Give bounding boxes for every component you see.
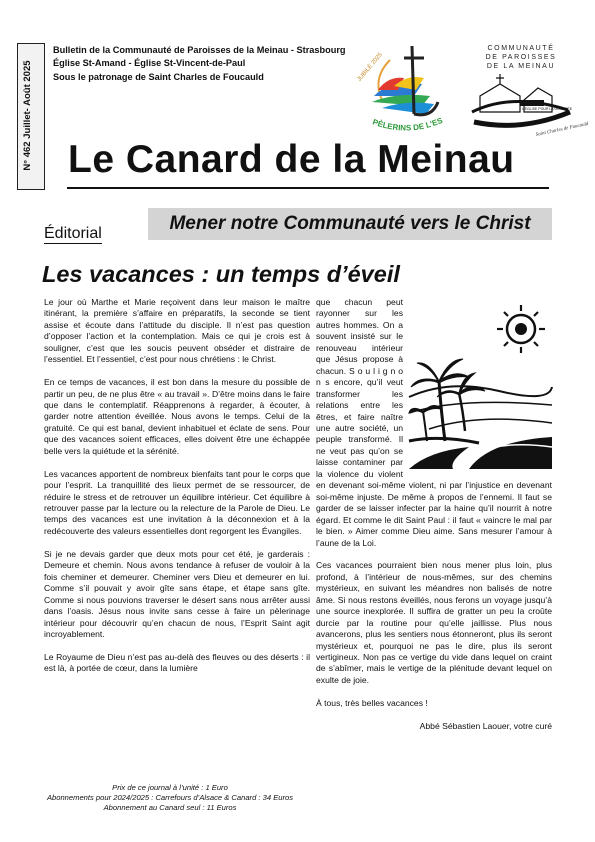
signature: Abbé Sébastien Laouer, votre curé [419,720,552,731]
bulletin-line: Bulletin de la Communauté de Paroisses de la Meinau - Strasbourg [53,45,346,55]
paragraph: Ces vacances pourraient bien nous mener plus loin, plus profond, à l’intérieur de nous-mêmes, sur des chemins mystérieux, en suivant les méandres non balisés de notre âme. Si nous restons éveillés, nous ferons un voyage jusqu’à une source inexplorée. Il suffira de gratter un peu la croûte durcie par la routine pour qu’elle jaillisse. Plus nous avancerons, plus les sentiers nous étonneront, plus ils seront mystérieux et, pourquoi ne pas le dire, plus ils seront vertigineux. Non pas ce vertige du vide dans lequel on craint de s’abîmer, mais le vertige de la plénitude devant lequel on exulte de joie. [316,560,552,685]
paragraph: Le jour où Marthe et Marie reçoivent dans leur maison le maître itinérant, la première s’affaire en préparatifs, la seconde se tient assise et écoute dans l’attitude du disciple. Il n’est pas question d’opposer l’action et la contemplation. Mais ce qui je crois est à souligner, c’est que les soucis peuvent obséder et distraire de l’essentiel. Et l’essentiel, c’est pour nous chrétiens : le Christ. [44,297,310,365]
price-line: Abonnements pour 2024/2025 : Carrefours d’Alsace & Canard : 34 Euros [46,793,294,802]
paragraph: Le Royaume de Dieu n’est pas au-delà des fleuves ou des déserts : il est là, à portée de cœur, dans la lumière [44,651,310,674]
community-logo-line: DE LA MEINAU [486,63,556,70]
community-logo [462,40,589,140]
newspaper-title: Le Canard de la Meinau [68,138,515,181]
oasis-illustration [409,301,552,469]
section-label-text: Éditorial [44,225,102,242]
svg-text:JUBILÉ 2025: JUBILÉ 2025 [356,52,384,83]
jubile-caption: PÈLERINS DE L'ES [371,115,444,133]
article-headline: Les vacances : un temps d’éveil [42,261,400,287]
article-column-1 [44,297,310,686]
price-line: Prix de ce journal à l’unité : 1 Euro [112,783,228,792]
price-line: Abonnement au Canard seul : 11 Euros [103,803,237,812]
title-rule [67,187,549,189]
banner-text: Mener notre Communauté vers le Christ [169,213,531,234]
issue-label: N° 462 Juillet- Août 2025 [22,60,33,171]
paragraph: En ce temps de vacances, il est bon dans la mesure du possible de partir un peu, de ne plus être « au travail ». D’être moins dans le faire que dans le contemplatif. Réapprenons à regarder, à écouter, à garder notre attention éveillée. Nous avons le temps. Celui de la gratuité. Ce qui est banal, devient inhabituel et éclate de sens. Pour que des vacances soient efficaces, elles doivent être une échappée belle vers la quiétude et la sérénité. [44,377,310,456]
community-tagline: L'ÉGLISE POUR LA GONNRÉE [522,107,573,111]
community-logo-line: DE PAROISSES [485,54,557,61]
banner [148,208,552,240]
paragraph: que chacun peut rayonner sur les autres hommes. On a souvent insisté sur le renouveau intérieur que Jésus propose à chacun. S o u l i g n o n s encore, qu’il veut transformer les relations entre les êtres, et faire naître une autre société, un peuple transformé. Il ne veut pas qu’on se laisse contaminer par la violence du violent en devenant soi-même violent, ni par l’injustice en devenant soi-même injuste. De même à propos de l’ennemi. Il faut se garder de se laisser infecter par la haine qu’il nourrit à notre égard. Et comme le dit Saint Paul : il faut « vaincre le mal par le bien. » Aimer comme Dieu aime. Sans mesurer l’amour à l’aune de la Loi. [316,297,552,548]
section-label [44,225,102,243]
bulletin-header [53,44,346,84]
bulletin-line: Église St-Amand - Église St-Vincent-de-Paul [53,58,246,69]
paragraph: Les vacances apportent de nombreux bienfaits tant pour le corps que pour l’esprit. La tranquillité des lieux permet de se ressourcer, de réduire le stress et de retrouver un équilibre intérieur. Cet équilibre à retrouver passe par la lecture ou la relecture de la Parole de Dieu. Le temps des vacances est une invitation à la déconnexion et à la redécouverte des valeurs essentielles dont regorgent les Évangiles. [44,468,310,536]
article-column-2 [316,297,552,743]
community-logo-line: COMMUNAUTÉ [487,45,555,52]
price-info [40,783,300,813]
church-drawing [462,40,589,140]
jubile-logo [352,38,460,138]
bulletin-line: Sous le patronage de Saint Charles de Foucauld [53,71,264,82]
community-script: Saint Charles de Foucauld [535,121,589,138]
paragraph: À tous, très belles vacances ! [316,697,428,708]
paragraph: Si je ne devais garder que deux mots pour cet été, je garderais : Demeure et chemin. Nous avons tendance à refuser de vouloir à la fois cheminer et demeurer. Cheminer vers Dieu et demeurer en lui. Comme s’il pouvait y avoir gîte sans étape, et étape sans gîte. Comme si nous pouvions traverser le désert sans nous arrêter aussi dans l’oasis. Jésus nous invite sans cesse à faire un pèlerinage intérieur pour découvrir qu’en chacun de nous, l’Esprit Saint agit incroyablement. [44,548,310,639]
jubile-logo-graphic [352,38,460,138]
